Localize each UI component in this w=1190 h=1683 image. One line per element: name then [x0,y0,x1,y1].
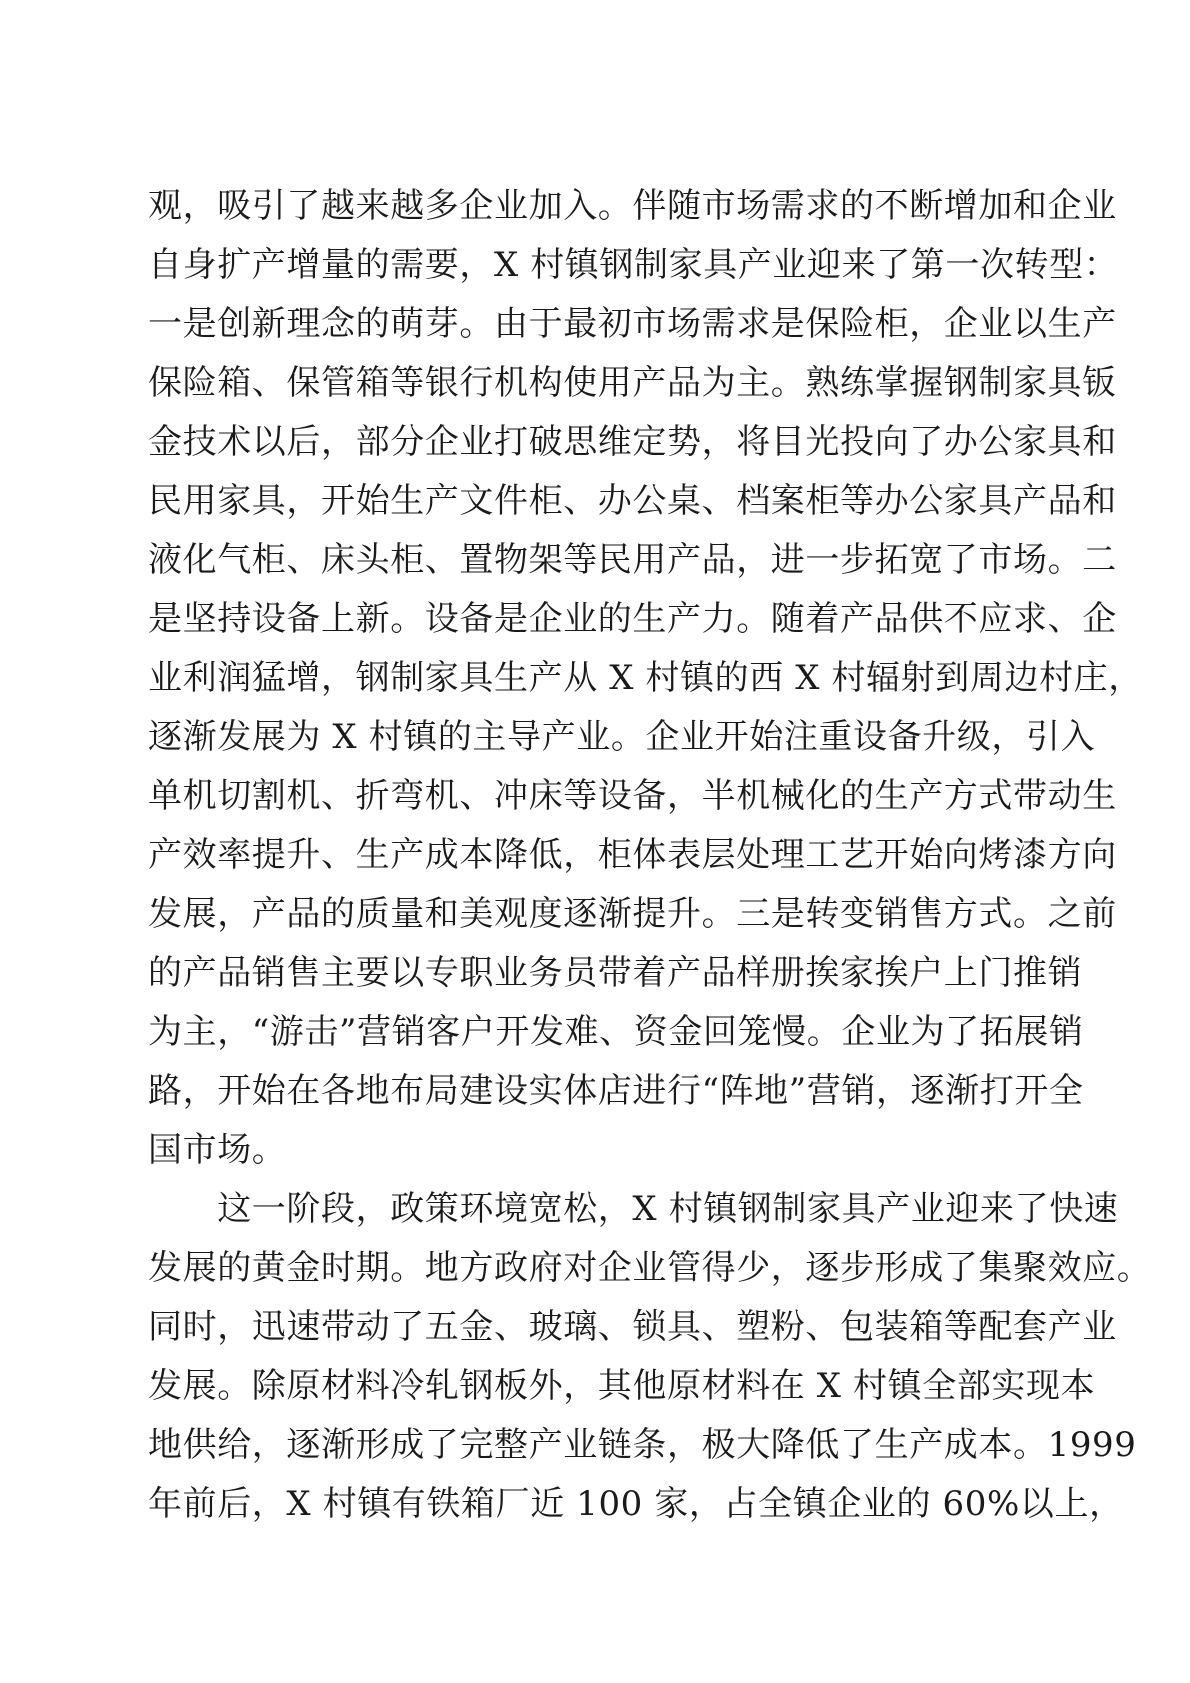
text-line: 同时，迅速带动了五金、玻璃、锁具、塑粉、包装箱等配套产业 [148,1307,1117,1347]
text-line: 这一阶段，政策环境宽松，X 村镇钢制家具产业迎来了快速 [148,1189,1119,1229]
text-line: 金技术以后，部分企业打破思维定势，将目光投向了办公家具和 [148,422,1117,462]
text-line: 逐渐发展为 X 村镇的主导产业。企业开始注重设备升级，引入 [148,717,1096,757]
text-line: 液化气柜、床头柜、置物架等民用产品，进一步拓宽了市场。二 [148,540,1117,580]
text-line: 国市场。 [148,1130,287,1170]
body-text [148,177,1152,1534]
text-line: 一是创新理念的萌芽。由于最初市场需求是保险柜，企业以生产 [148,304,1117,344]
text-line: 发展，产品的质量和美观度逐渐提升。三是转变销售方式。之前 [148,894,1117,934]
text-line: 自身扩产增量的需要，X 村镇钢制家具产业迎来了第一次转型： [148,245,1119,285]
text-line: 保险箱、保管箱等银行机构使用产品为主。熟练掌握钢制家具钣 [148,363,1117,403]
text-line: 为主，“游击”营销客户开发难、资金回笼慢。企业为了拓展销 [148,1012,1084,1052]
text-line: 路，开始在各地布局建设实体店进行“阵地”营销，逐渐打开全 [148,1071,1084,1111]
text-line: 是坚持设备上新。设备是企业的生产力。随着产品供不应求、企 [148,599,1117,639]
text-line: 的产品销售主要以专职业务员带着产品样册挨家挨户上门推销 [148,953,1083,993]
text-line: 产效率提升、生产成本降低，柜体表层处理工艺开始向烤漆方向 [148,835,1117,875]
text-line: 观，吸引了越来越多企业加入。伴随市场需求的不断增加和企业 [148,186,1117,226]
text-line: 单机切割机、折弯机、冲床等设备，半机械化的生产方式带动生 [148,776,1117,816]
text-line: 业利润猛增，钢制家具生产从 X 村镇的西 X 村辐射到周边村庄， [148,658,1143,698]
text-line: 发展。除原材料冷轧钢板外，其他原材料在 X 村镇全部实现本 [148,1366,1096,1406]
text-line: 年前后，X 村镇有铁箱厂近 100 家，占全镇企业的 60%以上， [148,1484,1124,1524]
text-line: 民用家具，开始生产文件柜、办公桌、档案柜等办公家具产品和 [148,481,1117,521]
text-line: 地供给，逐渐形成了完整产业链条，极大降低了生产成本。1999 [148,1425,1137,1465]
text-line: 发展的黄金时期。地方政府对企业管得少，逐步形成了集聚效应。 [148,1248,1152,1288]
